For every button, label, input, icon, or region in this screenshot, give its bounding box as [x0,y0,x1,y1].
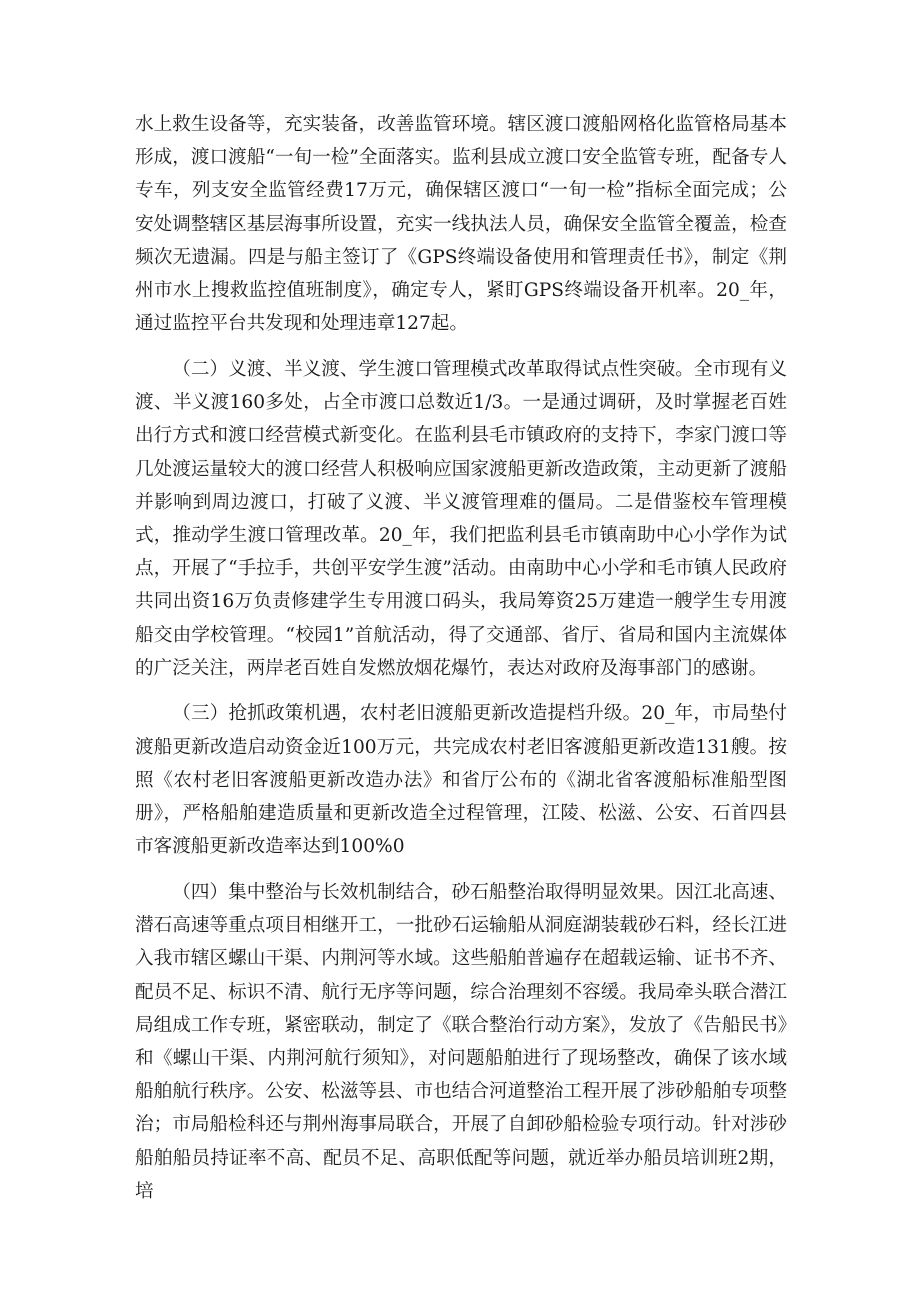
paragraph-3: （三）抢抓政策机遇，农村老旧渡船更新改造提档升级。20_年，市局垫付渡船更新改造启动资金近100万元，共完成农村老旧客渡船更新改造131艘。按照《农村老旧客渡船更新改造办法》和省厅公布的《湖北省客渡船标准船型图册》，严格船舶建造质量和更新改造全过程管理，江陵、松滋、公安、石首四县市客渡船更新改造率达到100%0 [135,703,787,858]
paragraph-1: 水上救生设备等，充实装备，改善监管环境。辖区渡口渡船网格化监管格局基本形成，渡口渡船“一旬一检”全面落实。监利县成立渡口安全监管专班，配备专人专车，列支安全监管经费17万元，确保辖区渡口“一旬一检”指标全面完成；公安处调整辖区基层海事所设置，充实一线执法人员，确保安全监管全覆盖，检查频次无遗漏。四是与船主签订了《GPS终端设备使用和管理责任书》，制定《荆州市水上搜救监控值班制度》，确定专人，紧盯GPS终端设备开机率。20_年，通过监控平台共发现和处理违章127起。 [135,114,787,335]
paragraph-4: （四）集中整治与长效机制结合，砂石船整治取得明显效果。因江北高速、潜石高速等重点项目相继开工，一批砂石运输船从洞庭湖装载砂石料，经长江进入我市辖区螺山干渠、内荆河等水域。这些船舶普遍存在超载运输、证书不齐、配员不足、标识不清、航行无序等问题，综合治理刻不容缓。我局牵头联合潜江局组成工作专班，紧密联动，制定了《联合整治行动方案》，发放了《告船民书》和《螺山干渠、内荆河航行须知》，对问题船舶进行了现场整改，确保了该水域船舶航行秩序。公安、松滋等县、市也结合河道整治工程开展了涉砂船舶专项整治；市局船检科还与荆州海事局联合，开展了自卸砂船检验专项行动。针对涉砂船舶船员持证率不高、配员不足、高职低配等问题，就近举办船员培训班2期，培 [135,881,787,1202]
paragraph-2: （二）义渡、半义渡、学生渡口管理模式改革取得试点性突破。全市现有义渡、半义渡160多处，占全市渡口总数近1/3。一是通过调研，及时掌握老百姓出行方式和渡口经营模式新变化。在监利县毛市镇政府的支持下，李家门渡口等几处渡运量较大的渡口经营人积极响应国家渡船更新改造政策，主动更新了渡船并影响到周边渡口，打破了义渡、半义渡管理难的僵局。二是借鉴校车管理模式，推动学生渡口管理改革。20_年，我们把监利县毛市镇南助中心小学作为试点，开展了“手拉手，共创平安学生渡”活动。由南助中心小学和毛市镇人民政府共同出资16万负责修建学生专用渡口码头，我局筹资25万建造一艘学生专用渡船交由学校管理。“校园1”首航活动，得了交通部、省厅、省局和国内主流媒体的广泛关注，两岸老百姓自发燃放烟花爆竹，表达对政府及海事部门的感谢。 [135,358,787,679]
document-body [135,108,787,1221]
